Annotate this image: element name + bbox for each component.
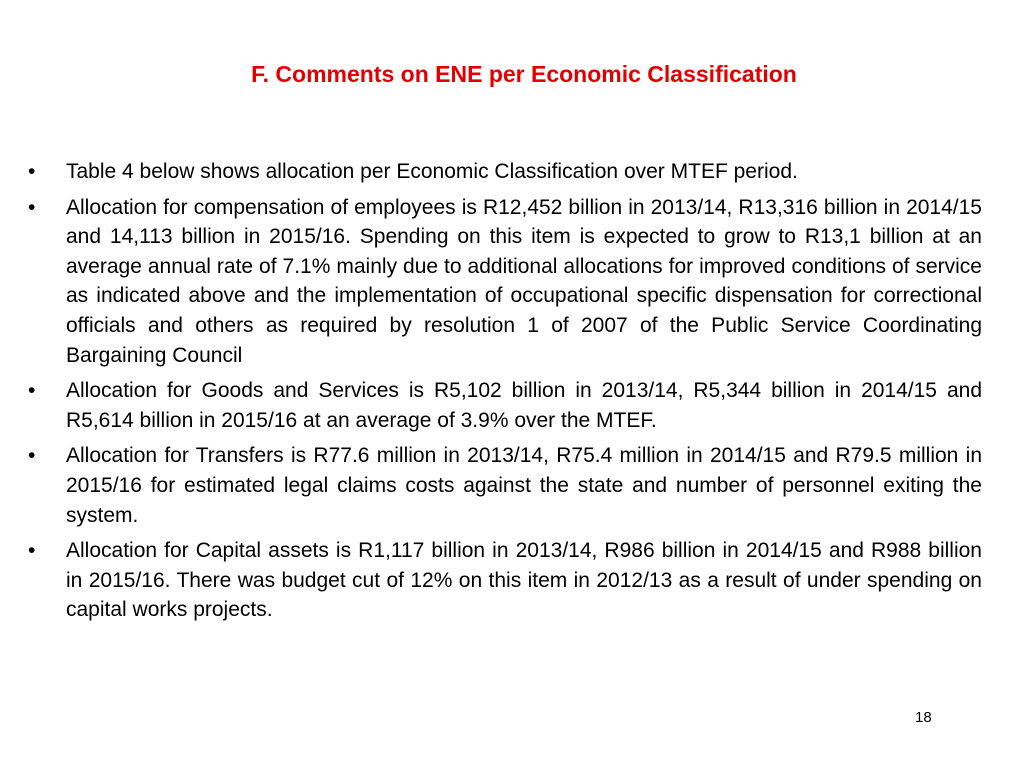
bullet-text: Table 4 below shows allocation per Economic Classification over MTEF period. bbox=[66, 160, 798, 183]
bullet-item bbox=[28, 441, 982, 530]
bullet-text: Allocation for Capital assets is R1,117 billion in 2013/14, R986 billion in 2014/15 and R988 billion in 2015/16. There was budget cut of 12% on this item in 2012/13 as a result of under spending on capital works projects. bbox=[66, 539, 982, 622]
bullet-text: Allocation for Goods and Services is R5,102 billion in 2013/14, R5,344 billion in 2014/15 and R5,614 billion in 2015/16 at an average of 3.9% over the MTEF. bbox=[66, 379, 982, 432]
bullet-item bbox=[28, 536, 982, 625]
bullet-icon: • bbox=[28, 160, 36, 183]
bullet-list bbox=[28, 157, 982, 631]
bullet-item bbox=[28, 157, 982, 187]
bullet-text: Allocation for compensation of employees is R12,452 billion in 2013/14, R13,316 billion in 2014/15 and 14,113 billion in 2015/16. Spending on this item is expected to grow to R13,1 billion at an average annual rate of 7.1% mainly due to additional allocations for improved conditions of service as indicated above and the implementation of occupational specific dispensation for correctional officials and others as required by resolution 1 of 2007 of the Public Service Coordinating Bargaining Council bbox=[66, 195, 982, 367]
slide-title: F. Comments on ENE per Economic Classification bbox=[251, 61, 797, 87]
bullet-icon: • bbox=[28, 539, 36, 563]
bullet-text: Allocation for Transfers is R77.6 million in 2013/14, R75.4 million in 2014/15 and R79.5 million in 2015/16 for estimated legal claims costs against the state and number of personnel exiting the system. bbox=[66, 444, 982, 527]
bullet-item bbox=[28, 376, 982, 435]
bullet-icon: • bbox=[28, 195, 36, 219]
bullet-item bbox=[28, 193, 982, 371]
bullet-icon: • bbox=[28, 444, 36, 468]
bullet-icon: • bbox=[28, 379, 36, 403]
page-number: 18 bbox=[915, 709, 932, 726]
